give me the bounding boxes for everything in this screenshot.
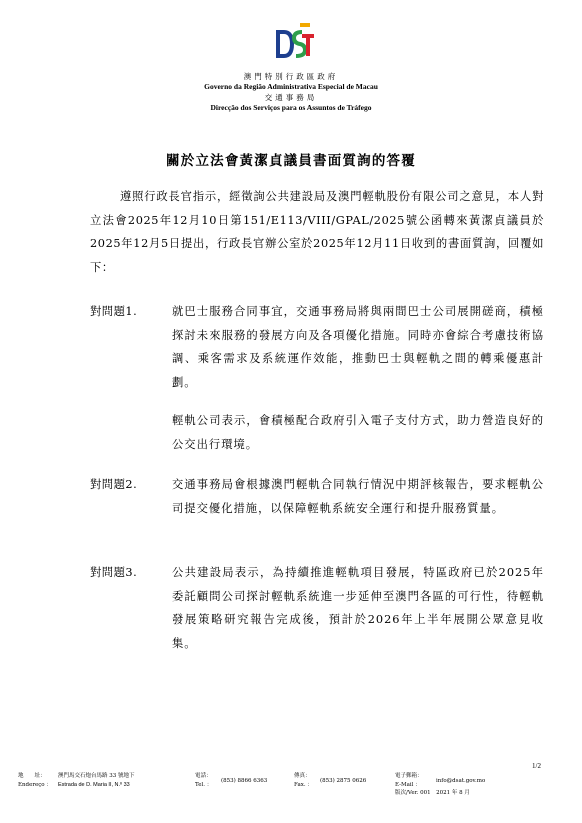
fax-number: (853) 2875 0626 bbox=[320, 778, 367, 784]
address-label-zh: 地 址： bbox=[18, 773, 46, 779]
tel-label-zh: 電話： bbox=[195, 773, 212, 779]
address-pt: Estrada de D. Maria II, N.º 33 bbox=[58, 782, 130, 788]
dsat-logo-icon bbox=[272, 20, 316, 64]
footer-address bbox=[58, 772, 135, 790]
fax-label-zh: 傳真： bbox=[294, 773, 311, 779]
answer-3 bbox=[90, 561, 544, 670]
version-info: 版次/Ver. 001 2021 年 8 月 bbox=[395, 790, 470, 796]
page-number: 1/2 bbox=[532, 762, 541, 770]
letterhead bbox=[0, 72, 582, 113]
question-label: 對問題2. bbox=[90, 478, 138, 491]
email-label-zh: 電子郵箱： bbox=[395, 773, 423, 779]
email-address: info@dsat.gov.mo bbox=[436, 778, 486, 784]
dept-name-pt: Direcção dos Serviços para os Assuntos de Tráfego bbox=[210, 103, 372, 112]
footer-address-labels bbox=[18, 772, 52, 790]
answer-2 bbox=[90, 473, 544, 535]
footer-email-labels bbox=[395, 772, 423, 790]
intro-paragraph: 遵照行政長官指示，經徵詢公共建設局及澳門輕軌股份有限公司之意見，本人對立法會2025年12月10日第151/E113/VIII/GPAL/2025號公函轉來黃潔貞議員於2025年12月5日提出，行政長官辦公室於2025年12月11日收到的書面質詢，回覆如下： bbox=[90, 190, 544, 274]
email-label-pt: E-Mail ： bbox=[395, 782, 421, 788]
org-name-pt: Governo da Região Administrativa Especial de Macau bbox=[204, 82, 378, 91]
answer-paragraph: 公共建設局表示，為持續推進輕軌項目發展，特區政府已於2025年委託顧問公司探討輕軌系統進一步延伸至澳門各區的可行性，待輕軌發展策略研究報告完成後，預計於2026年上半年展開公眾意見收集。 bbox=[172, 566, 544, 650]
address-label-pt: Endereço ： bbox=[18, 782, 52, 788]
dept-name-zh: 交通事務局 bbox=[264, 93, 318, 102]
org-name-zh: 澳門特別行政區政府 bbox=[243, 72, 339, 81]
address-zh: 澳門馬交石炮台馬路 33 號地下 bbox=[58, 773, 135, 779]
answer-paragraph: 就巴士服務合同事宜，交通事務局將與兩間巴士公司展開磋商，積極探討未來服務的發展方向及各項優化措施。同時亦會綜合考慮技術協調、乘客需求及系統運作效能，推動巴士與輕軌之間的轉乘優惠計劃。 bbox=[172, 305, 544, 389]
tel-number: (853) 8866 6363 bbox=[221, 778, 268, 784]
answer-paragraph: 輕軌公司表示，會積極配合政府引入電子支付方式，助力營造良好的公交出行環境。 bbox=[172, 414, 544, 451]
answer-1 bbox=[90, 300, 544, 471]
footer-fax-labels bbox=[294, 772, 313, 790]
footer-tel-labels bbox=[195, 772, 212, 790]
tel-label-pt: Tel. ： bbox=[195, 782, 213, 788]
document-title: 關於立法會黃潔貞議員書面質詢的答覆 bbox=[166, 153, 416, 169]
question-label: 對問題1. bbox=[90, 305, 138, 318]
answer-paragraph: 交通事務局會根據澳門輕軌合同執行情況中期評核報告，要求輕軌公司提交優化措施，以保障輕軌系統安全運行和提升服務質量。 bbox=[172, 478, 544, 515]
fax-label-pt: Fax. ： bbox=[294, 782, 313, 788]
question-label: 對問題3. bbox=[90, 566, 138, 579]
